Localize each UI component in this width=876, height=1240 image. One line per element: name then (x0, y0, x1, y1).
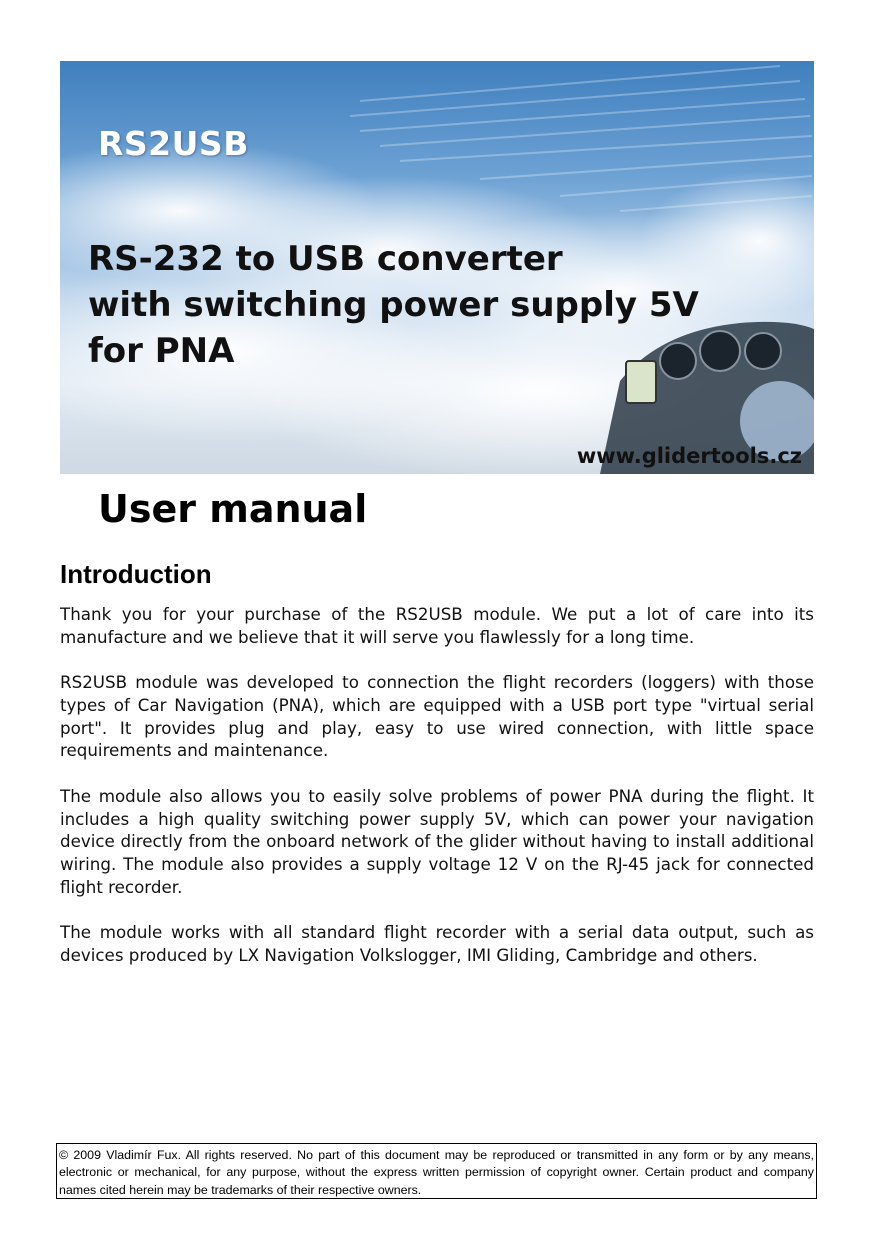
copyright-notice: © 2009 Vladimír Fux. All rights reserved. No part of this document may be reproduced or transmitted in any form or by any means, electronic or mechanical, for any purpose, without the express written permission of copyright owner. Certain product and company names cited herein may be trademarks of their respective owners. (56, 1143, 817, 1199)
headline-line: RS-232 to USB converter (88, 239, 563, 279)
website-url: www.glidertools.cz (576, 444, 802, 468)
introduction-body (60, 603, 814, 989)
product-headline (88, 236, 808, 374)
headline-line: with switching power supply 5V (88, 285, 699, 325)
section-heading-introduction: Introduction (60, 559, 212, 589)
paragraph: The module also allows you to easily solve problems of power PNA during the flight. It includes a high quality switching power supply 5V, which can power your navigation device directly from the onboard network of the glider without having to install additional wiring. The module also provides a supply voltage 12 V on the RJ-45 jack for connected flight recorder. (60, 785, 814, 897)
brand-logo-text: RS2USB (98, 124, 249, 163)
headline-line: for PNA (88, 331, 235, 371)
paragraph: The module works with all standard flight recorder with a serial data output, such as devices produced by LX Navigation Volkslogger, IMI Gliding, Cambridge and others. (60, 922, 814, 966)
paragraph: RS2USB module was developed to connection the flight recorders (loggers) with those types of Car Navigation (PNA), which are equipped with a USB port type "virtual serial port". It provides plug and play, easy to use wired connection, with little space requirements and maintenance. (60, 672, 814, 761)
document-title: User manual (98, 487, 368, 531)
paragraph: Thank you for your purchase of the RS2USB module. We put a lot of care into its manufacture and we believe that it will serve you flawlessly for a long time. (60, 604, 814, 647)
cover-banner (60, 61, 814, 474)
